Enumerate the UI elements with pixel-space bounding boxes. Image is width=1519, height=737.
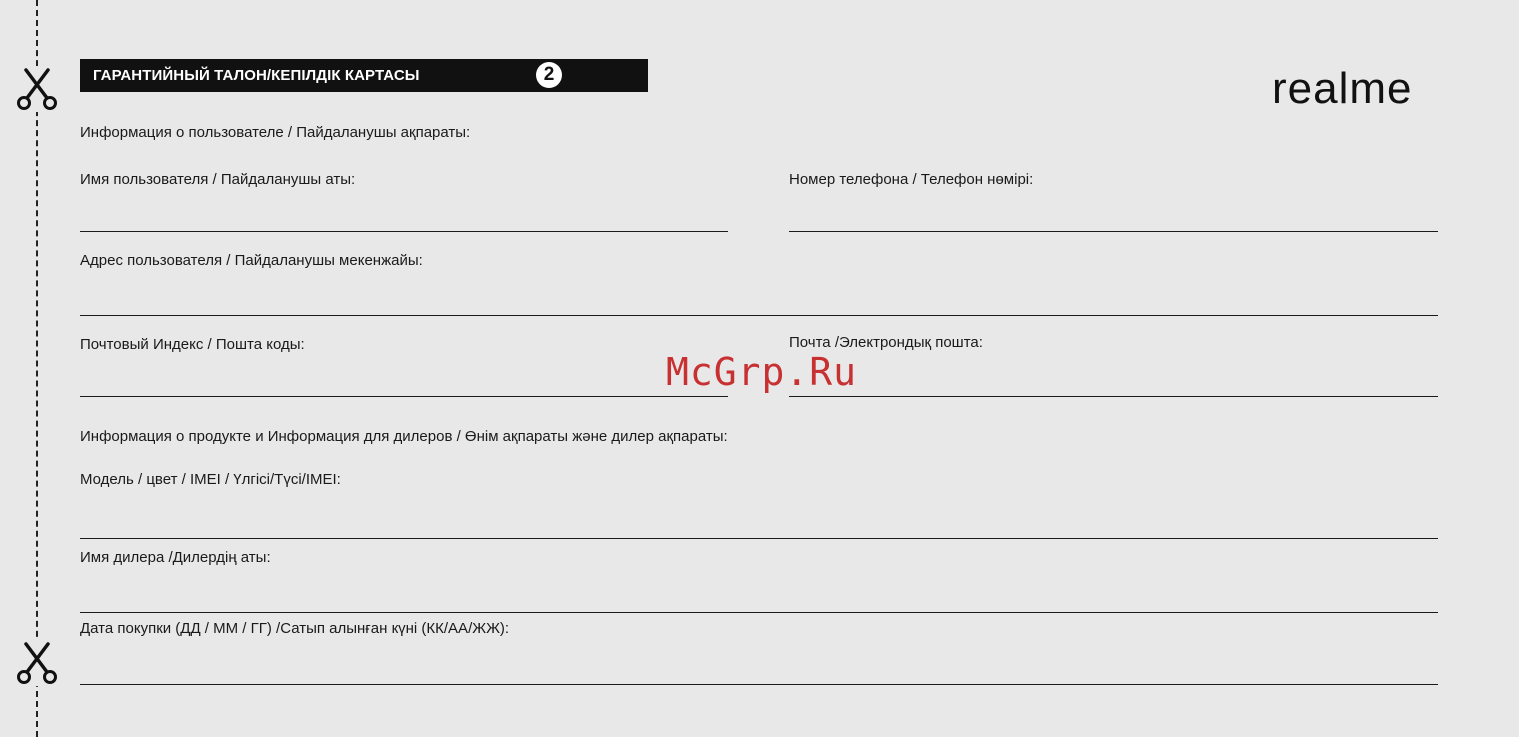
phone-field[interactable] xyxy=(789,231,1438,232)
postcode-label: Почтовый Индекс / Пошта коды: xyxy=(80,336,305,353)
scissors-icon xyxy=(14,640,60,686)
email-label: Почта /Электрондық пошта: xyxy=(789,334,983,351)
phone-label: Номер телефона / Телефон нөмірі: xyxy=(789,171,1034,188)
warranty-card-title: ГАРАНТИЙНЫЙ ТАЛОН/КЕПІЛДІК КАРТАСЫ xyxy=(93,67,420,84)
email-field[interactable] xyxy=(789,396,1438,397)
realme-logo: realme xyxy=(1272,64,1413,113)
purchase-date-field[interactable] xyxy=(80,684,1438,685)
dealer-field[interactable] xyxy=(80,612,1438,613)
warranty-card-header xyxy=(80,59,648,92)
purchase-date-label: Дата покупки (ДД / ММ / ГГ) /Сатып алынған күні (КК/АА/ЖЖ): xyxy=(80,620,510,637)
user-name-field[interactable] xyxy=(80,231,728,232)
user-name-label: Имя пользователя / Пайдаланушы аты: xyxy=(80,171,356,188)
address-label: Адрес пользователя / Пайдаланушы мекенжайы: xyxy=(80,252,423,269)
watermark: McGrp.Ru xyxy=(666,350,858,394)
postcode-field[interactable] xyxy=(80,396,728,397)
dealer-label: Имя дилера /Дилердің аты: xyxy=(80,549,271,566)
model-label: Модель / цвет / IMEI / Үлгісі/Түсі/IMEI: xyxy=(80,471,341,488)
product-info-heading: Информация о продукте и Информация для дилеров / Өнім ақпараты және дилер ақпараты: xyxy=(80,428,728,445)
page-number-badge: 2 xyxy=(536,62,562,88)
scissors-icon xyxy=(14,66,60,112)
address-field[interactable] xyxy=(80,315,1438,316)
model-field[interactable] xyxy=(80,538,1438,539)
user-info-heading: Информация о пользователе / Пайдаланушы ақпараты: xyxy=(80,124,471,141)
